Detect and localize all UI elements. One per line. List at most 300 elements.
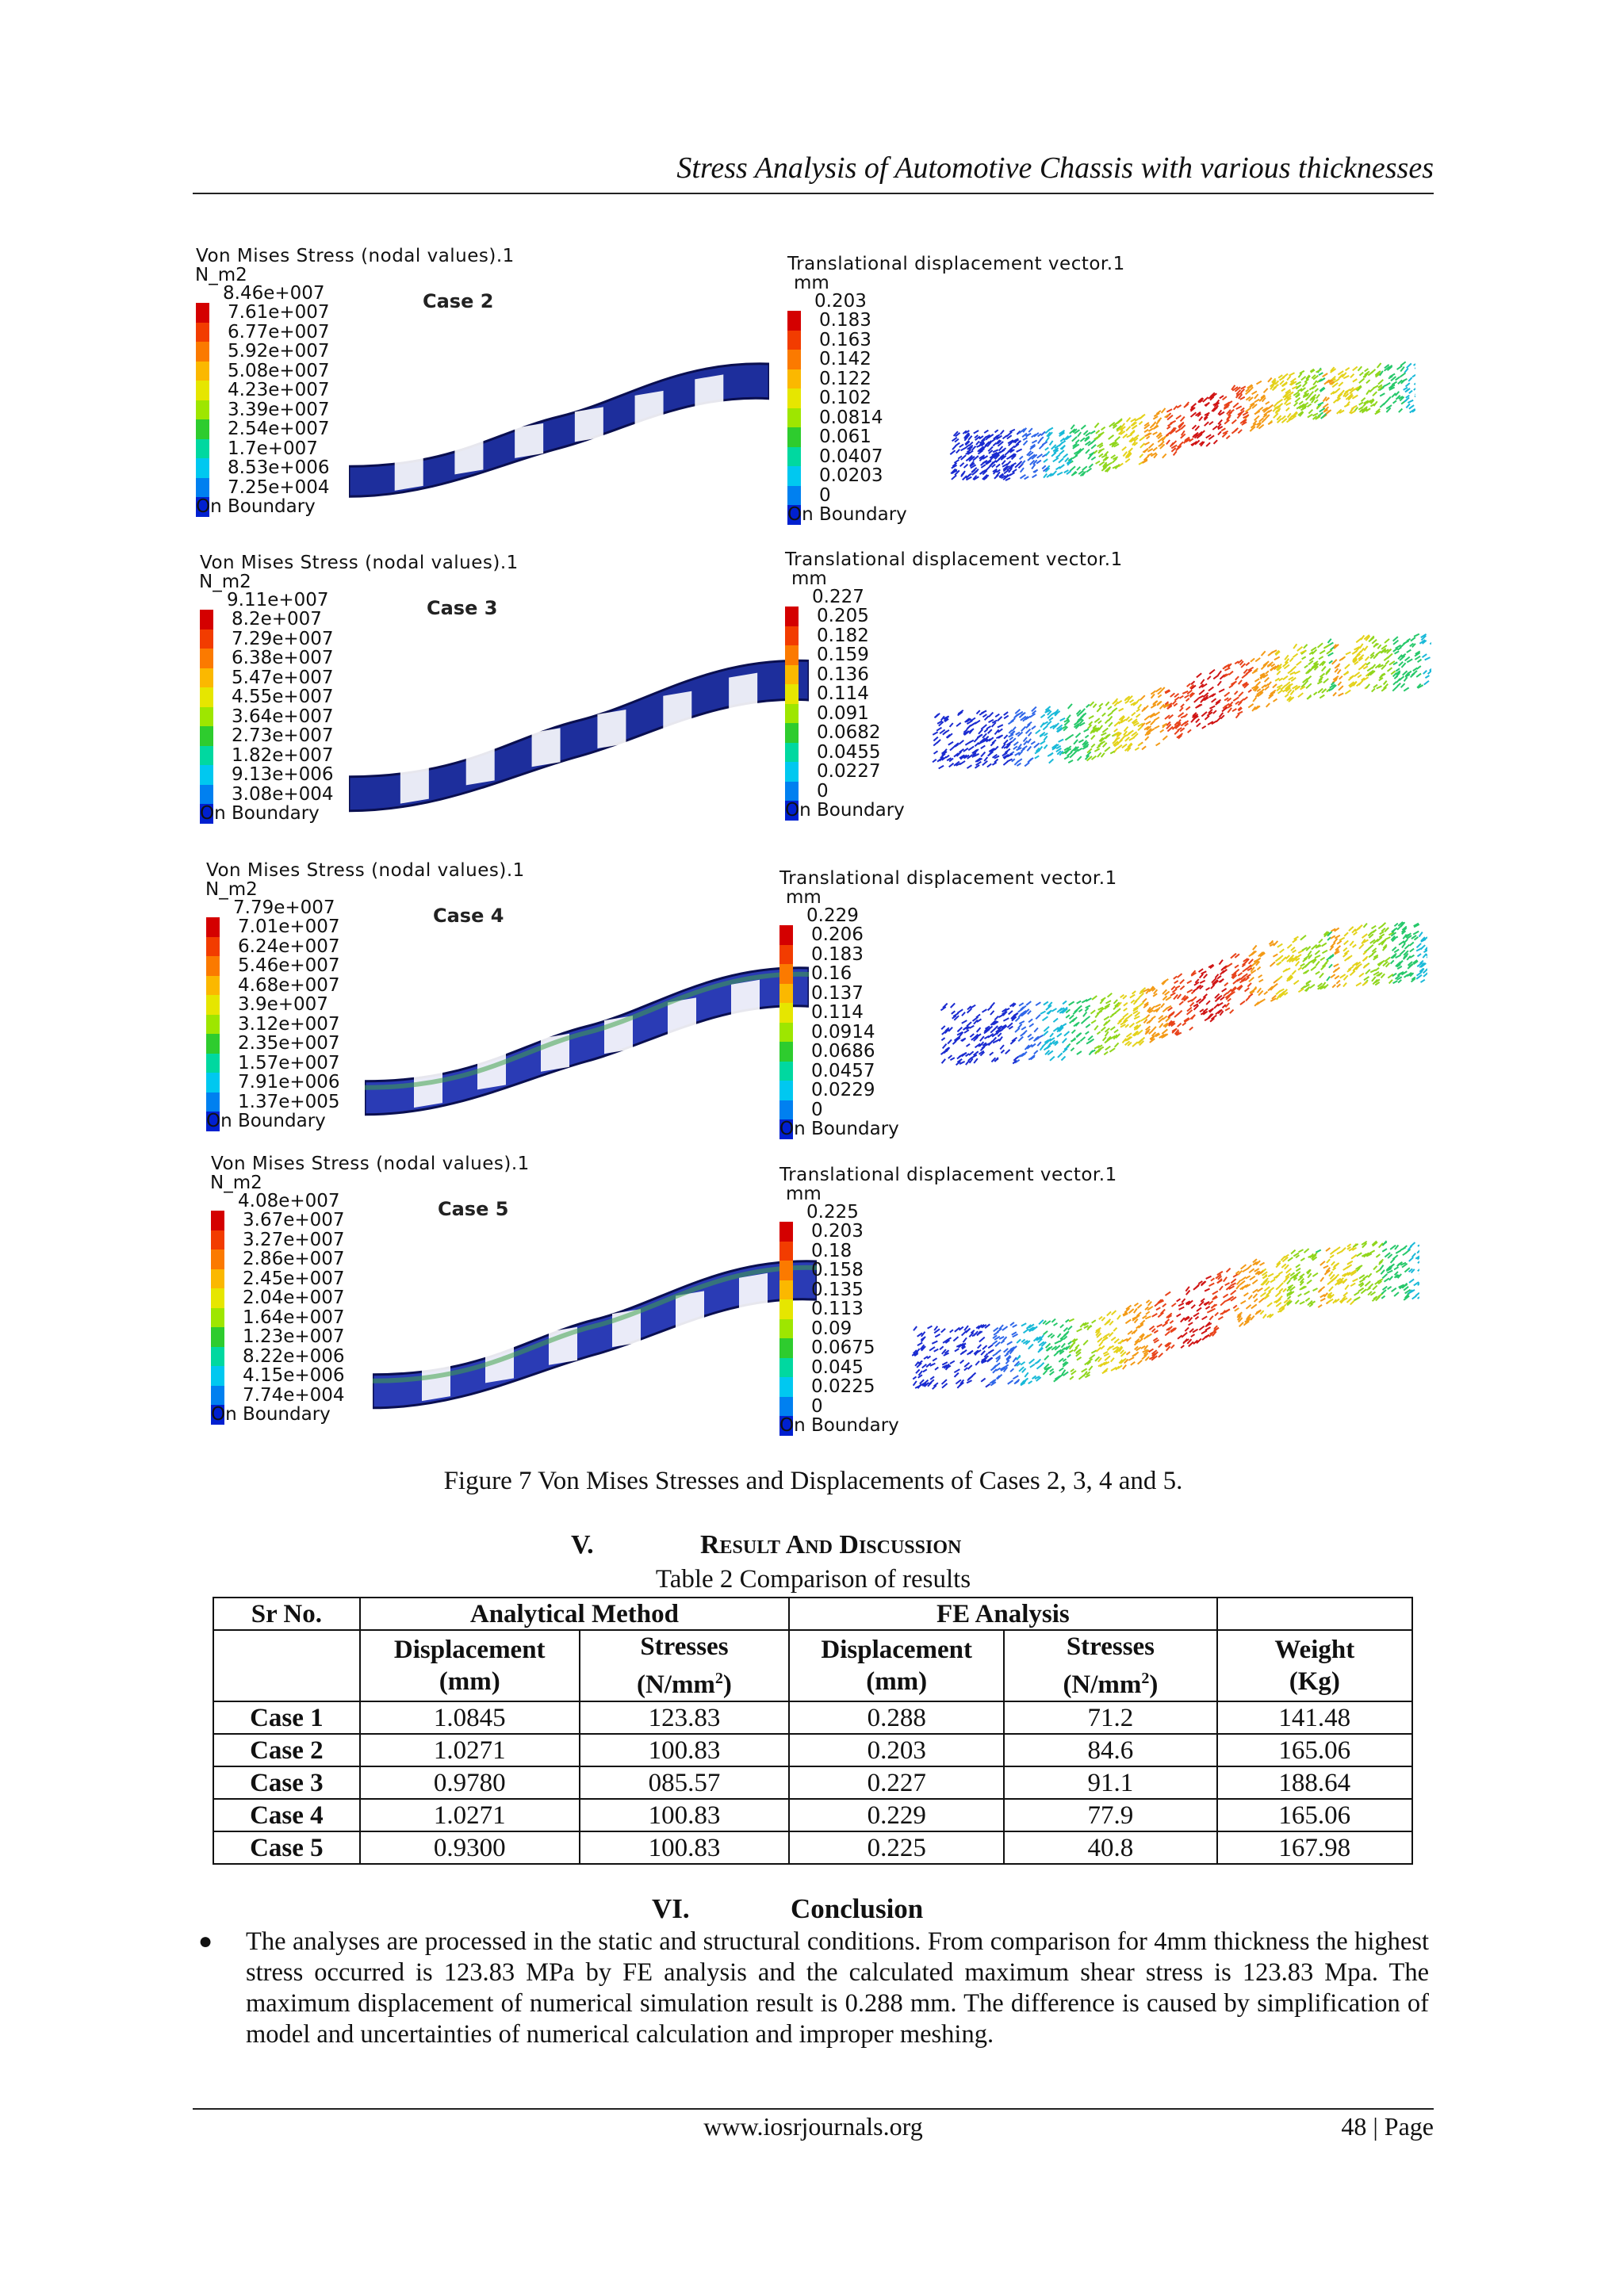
- displacement-vector: [1149, 1326, 1154, 1330]
- displacement-vector: [1409, 1279, 1414, 1282]
- displacement-vector: [1239, 692, 1243, 696]
- color-swatch: [211, 1347, 224, 1367]
- header-unit: $(N/mm^2)$: [1063, 1670, 1159, 1699]
- displacement-vector: [989, 713, 993, 718]
- displacement-vector: [1193, 425, 1197, 429]
- displacement-vector: [1138, 704, 1141, 709]
- legend-value: 4.68e+007: [238, 974, 340, 996]
- color-scale-bar: [200, 610, 213, 824]
- displacement-vector: [1218, 681, 1222, 685]
- displacement-vector: [1335, 668, 1338, 672]
- displacement-vector: [1124, 1008, 1128, 1011]
- displacement-vector: [1058, 1053, 1063, 1058]
- displacement-vector: [1004, 712, 1008, 715]
- displacement-vector: [1123, 1365, 1126, 1369]
- displacement-vector: [1186, 698, 1189, 702]
- displacement-vector: [1222, 989, 1227, 992]
- displacement-vector: [1224, 1277, 1227, 1282]
- displacement-vector: [1331, 1261, 1335, 1265]
- color-swatch: [787, 311, 801, 331]
- displacement-vector: [1274, 699, 1277, 702]
- displacement-vector: [1409, 1257, 1413, 1261]
- displacement-vector: [1126, 1352, 1130, 1355]
- displacement-vector: [1346, 368, 1350, 371]
- displacement-vector: [1279, 678, 1283, 680]
- displacement-vector: [953, 1337, 958, 1341]
- displacement-vector: [1206, 988, 1210, 990]
- displacement-vector: [1328, 639, 1331, 643]
- displacement-vector: [1123, 1013, 1128, 1017]
- stress-panel-title: Von Mises Stress (nodal values).1: [206, 860, 525, 881]
- displacement-vector: [1366, 662, 1370, 665]
- displacement-vector: [940, 1346, 944, 1349]
- displacement-vector: [1174, 1014, 1178, 1017]
- displacement-vector: [1148, 1302, 1151, 1306]
- displacement-vector: [1353, 1279, 1358, 1281]
- color-scale-bar: [196, 303, 209, 517]
- displacement-vector: [1182, 1023, 1185, 1025]
- displacement-vector: [1268, 378, 1272, 382]
- displacement-vector: [999, 1037, 1002, 1042]
- displacement-vector: [1323, 679, 1328, 683]
- displacement-vector: [990, 1052, 994, 1055]
- displacement-vector: [1090, 1355, 1095, 1359]
- displacement-vector: [981, 1379, 985, 1382]
- displacement-vector: [1191, 1305, 1195, 1308]
- displacement-vector: [1265, 678, 1270, 682]
- displacement-vector: [1306, 683, 1312, 688]
- displacement-vector: [1406, 383, 1410, 386]
- legend-value: 1.37e+005: [238, 1091, 340, 1112]
- displacement-vector: [1273, 955, 1277, 957]
- displacement-vector: [1343, 376, 1349, 378]
- displacement-vector: [1270, 962, 1275, 966]
- displacement-vector: [1256, 381, 1261, 385]
- displacement-vector: [1264, 992, 1267, 995]
- color-swatch: [785, 723, 799, 743]
- displacement-vector: [1231, 430, 1237, 434]
- displacement-vector: [988, 1007, 992, 1011]
- color-swatch: [785, 782, 799, 802]
- displacement-vector: [1377, 363, 1381, 368]
- displacement-vector: [1278, 690, 1283, 693]
- displacement-vector: [957, 1009, 963, 1013]
- displacement-vector: [959, 444, 963, 447]
- displacement-vector: [1248, 690, 1251, 692]
- legend-value: 3.08e+004: [232, 783, 334, 805]
- frame-cutout: [532, 728, 561, 767]
- displacement-vector: [1178, 1011, 1182, 1014]
- displacement-vector: [1221, 428, 1225, 430]
- displacement-vector: [993, 1369, 997, 1373]
- displacement-vector: [1337, 941, 1342, 944]
- displacement-vector: [984, 430, 988, 433]
- displacement-vector: [1281, 416, 1285, 419]
- displacement-vector: [1238, 711, 1243, 714]
- displacement-vector: [981, 752, 985, 757]
- table-cell: 0.203: [789, 1734, 1004, 1766]
- displacement-vector: [1107, 1311, 1111, 1315]
- displacement-vector: [1216, 974, 1219, 978]
- displacement-vector: [1174, 406, 1177, 410]
- displacement-vector: [1230, 1010, 1234, 1014]
- displacement-vector: [1385, 383, 1391, 386]
- legend-value: 4.15e+006: [243, 1365, 345, 1386]
- displacement-vector: [1300, 371, 1304, 373]
- displacement-vector: [1089, 1359, 1093, 1361]
- displacement-vector: [1082, 466, 1087, 470]
- displacement-vector: [1127, 418, 1131, 422]
- displacement-vector: [1381, 645, 1387, 649]
- displacement-vector: [1319, 656, 1323, 659]
- legend-max-value: 8.46e+007: [223, 283, 325, 304]
- displacement-vector: [1354, 408, 1358, 411]
- displacement-vector: [1131, 1000, 1134, 1003]
- displacement-vector: [1021, 475, 1026, 479]
- displacement-vector: [1166, 409, 1172, 412]
- displacement-vector: [1181, 715, 1186, 718]
- displacement-vector: [1305, 1298, 1309, 1301]
- displacement-vector: [1406, 404, 1410, 408]
- section-title: Result And Discussion: [700, 1530, 962, 1559]
- displacement-vector: [1185, 1327, 1189, 1331]
- case-label: Case 4: [433, 905, 504, 927]
- displacement-vector: [1430, 640, 1431, 645]
- displacement-vector: [1092, 1320, 1096, 1323]
- displacement-vector: [1235, 965, 1239, 967]
- displacement-vector: [1293, 644, 1297, 649]
- displacement-vector: [970, 1034, 974, 1037]
- color-swatch: [785, 645, 799, 665]
- displacement-vector: [934, 1349, 939, 1352]
- displacement-vector: [1255, 658, 1260, 662]
- color-swatch: [200, 707, 213, 727]
- legend-value: 3.64e+007: [232, 706, 334, 727]
- displacement-vector: [956, 723, 961, 726]
- displacement-unit-label: mm: [786, 887, 822, 908]
- displacement-vector: [1241, 664, 1245, 668]
- displacement-vector: [1096, 430, 1100, 434]
- displacement-vector: [996, 1039, 1000, 1042]
- color-swatch: [779, 1261, 793, 1280]
- displacement-vector: [1396, 955, 1401, 959]
- displacement-vector: [1060, 718, 1065, 721]
- header-label: Stresses: [1066, 1632, 1155, 1661]
- displacement-vector: [1050, 1057, 1055, 1061]
- displacement-vector: [1090, 430, 1095, 434]
- displacement-vector: [959, 740, 963, 744]
- legend-value: 1.64e+007: [243, 1307, 345, 1328]
- displacement-vector: [1258, 975, 1262, 978]
- displacement-vector: [1132, 713, 1136, 716]
- displacement-vector: [1034, 1027, 1038, 1031]
- displacement-vector: [1191, 681, 1195, 684]
- displacement-vector: [1397, 683, 1400, 687]
- displacement-vector: [1286, 403, 1291, 405]
- displacement-vector: [1309, 1304, 1312, 1307]
- displacement-vector: [1115, 437, 1120, 442]
- displacement-vector: [1117, 745, 1122, 749]
- displacement-vector: [1254, 679, 1259, 682]
- frame-cutout: [731, 980, 760, 1018]
- displacement-vector: [1112, 708, 1116, 712]
- displacement-vector: [1281, 957, 1286, 962]
- displacement-vector: [1320, 1261, 1325, 1265]
- displacement-vector: [1353, 367, 1358, 371]
- displacement-vector: [1254, 415, 1259, 420]
- frame-cutout: [597, 710, 626, 748]
- displacement-vector: [964, 1030, 969, 1033]
- displacement-vector: [1028, 739, 1031, 743]
- displacement-unit-label: mm: [794, 273, 829, 293]
- displacement-vector: [1160, 729, 1164, 732]
- displacement-vector: [1144, 716, 1150, 720]
- displacement-vector: [1223, 396, 1227, 400]
- displacement-vector: [1263, 1314, 1266, 1318]
- legend-value: 1.7e+007: [228, 438, 318, 459]
- displacement-vector: [1114, 1030, 1118, 1033]
- displacement-vector: [1313, 1288, 1318, 1291]
- displacement-vector: [1115, 1008, 1120, 1013]
- displacement-vector: [1277, 976, 1282, 980]
- legend-value: 0.0203: [819, 465, 883, 486]
- legend-value: 0.0227: [817, 761, 881, 782]
- displacement-vector: [1286, 1269, 1292, 1273]
- displacement-vector: [1372, 640, 1377, 644]
- displacement-vector: [1057, 1033, 1062, 1036]
- displacement-vector: [1400, 367, 1404, 372]
- displacement-vector: [1293, 654, 1297, 658]
- displacement-vector: [1314, 692, 1317, 695]
- displacement-vector: [1085, 735, 1088, 737]
- displacement-vector: [1425, 675, 1429, 678]
- displacement-vector: [1220, 1301, 1225, 1306]
- displacement-vector-plot: [912, 1237, 1419, 1407]
- displacement-vector: [1066, 1319, 1069, 1322]
- displacement-vector: [1360, 373, 1364, 376]
- displacement-vector: [979, 729, 982, 734]
- color-scale-bar: [787, 311, 801, 525]
- displacement-vector: [1085, 1375, 1090, 1377]
- displacement-vector: [1120, 995, 1124, 997]
- color-swatch: [206, 995, 220, 1015]
- displacement-vector: [942, 1059, 946, 1063]
- displacement-vector: [1394, 676, 1397, 679]
- displacement-vector: [1051, 1335, 1054, 1338]
- displacement-vector: [1359, 1279, 1365, 1282]
- displacement-vector: [1043, 725, 1048, 729]
- displacement-vector: [1271, 664, 1275, 666]
- displacement-vector: [1180, 707, 1183, 711]
- displacement-vector: [981, 745, 986, 748]
- displacement-vector: [1086, 1031, 1090, 1034]
- displacement-vector: [1339, 938, 1345, 941]
- displacement-vector: [1205, 1307, 1209, 1309]
- displacement-vector: [1036, 1366, 1040, 1368]
- displacement-vector: [1243, 1269, 1248, 1272]
- color-swatch: [787, 447, 801, 467]
- displacement-vector: [1235, 661, 1239, 664]
- displacement-vector: [1170, 993, 1175, 996]
- displacement-vector: [1021, 1362, 1025, 1365]
- running-header: Stress Analysis of Automotive Chassis with various thicknesses: [676, 151, 1434, 185]
- table-cell: 1.0271: [360, 1799, 580, 1831]
- displacement-vector: [1091, 735, 1095, 739]
- displacement-vector: [1145, 737, 1149, 740]
- displacement-vector: [1124, 727, 1128, 732]
- legend-value: 3.39e+007: [228, 399, 330, 420]
- displacement-vector: [1254, 1299, 1258, 1302]
- displacement-vector: [1249, 959, 1253, 964]
- displacement-vector: [1101, 1345, 1105, 1349]
- displacement-vector: [967, 765, 971, 768]
- displacement-vector: [1122, 447, 1126, 451]
- displacement-vector: [1161, 1004, 1164, 1008]
- color-swatch: [787, 369, 801, 389]
- displacement-vector: [1381, 1270, 1385, 1274]
- legend-value: 2.04e+007: [243, 1288, 345, 1308]
- legend-value: 2.35e+007: [238, 1033, 340, 1054]
- displacement-vector: [1335, 976, 1339, 979]
- displacement-vector: [1028, 1011, 1031, 1014]
- displacement-vector: [1201, 1330, 1207, 1334]
- displacement-vector: [1288, 413, 1291, 417]
- color-swatch: [211, 1269, 224, 1289]
- displacement-vector: [1377, 686, 1382, 688]
- on-boundary-label: On Boundary: [787, 504, 907, 525]
- displacement-vector: [1315, 951, 1320, 955]
- legend-max-value: 4.08e+007: [238, 1191, 340, 1211]
- displacement-vector: [1136, 709, 1139, 711]
- displacement-vector: [1044, 1001, 1048, 1004]
- displacement-vector: [1044, 1331, 1048, 1335]
- displacement-vector: [1327, 1280, 1333, 1284]
- displacement-vector: [1070, 1015, 1074, 1019]
- displacement-vector: [975, 1361, 979, 1365]
- displacement-vector: [1235, 691, 1238, 695]
- displacement-vector: [1409, 391, 1412, 394]
- displacement-vector: [1195, 1317, 1198, 1319]
- color-swatch: [785, 665, 799, 685]
- displacement-vector: [1327, 937, 1331, 940]
- displacement-vector: [954, 1369, 959, 1372]
- displacement-vector: [1064, 756, 1069, 760]
- displacement-vector: [1281, 1264, 1285, 1268]
- legend-value: 0.16: [811, 963, 852, 984]
- displacement-vector: [1373, 685, 1377, 688]
- displacement-vector: [1049, 718, 1053, 721]
- displacement-vector: [1365, 369, 1369, 371]
- displacement-vector: [1097, 707, 1101, 712]
- displacement-vector: [1385, 958, 1390, 962]
- displacement-vector: [1323, 1265, 1328, 1268]
- displacement-panel-title: Translational displacement vector.1: [779, 1165, 1117, 1185]
- displacement-vector: [1126, 1033, 1132, 1037]
- displacement-vector: [1059, 465, 1064, 469]
- displacement-vector: [1397, 648, 1401, 650]
- displacement-vector: [1059, 1368, 1064, 1371]
- displacement-vector: [1380, 932, 1384, 934]
- displacement-vector: [1417, 1249, 1419, 1253]
- displacement-vector: [1070, 466, 1075, 471]
- displacement-vector: [1091, 1010, 1096, 1013]
- displacement-vector: [1412, 1296, 1416, 1299]
- displacement-vector-plot: [932, 630, 1431, 785]
- displacement-vector: [1373, 929, 1376, 932]
- displacement-vector: [1253, 1289, 1258, 1292]
- displacement-vector: [1279, 1288, 1283, 1292]
- color-swatch: [196, 400, 209, 420]
- legend-value: 0.158: [811, 1260, 864, 1280]
- table-cell: 165.06: [1217, 1799, 1412, 1831]
- displacement-vector: [1084, 729, 1089, 732]
- displacement-vector: [1077, 1001, 1081, 1004]
- header-unit: (mm): [866, 1667, 928, 1696]
- displacement-vector: [1373, 1285, 1377, 1289]
- displacement-vector: [1199, 1326, 1204, 1330]
- legend-max-value: 7.79e+007: [233, 897, 335, 918]
- displacement-vector: [1292, 970, 1296, 974]
- displacement-vector: [1159, 1353, 1162, 1357]
- displacement-vector: [939, 766, 944, 769]
- displacement-vector: [1139, 1002, 1144, 1006]
- displacement-vector: [1308, 404, 1312, 407]
- legend-value: 0.113: [811, 1299, 864, 1319]
- legend-value: 0.205: [817, 606, 869, 626]
- displacement-vector: [1106, 1001, 1111, 1004]
- displacement-vector: [1034, 1050, 1038, 1054]
- displacement-vector: [1404, 677, 1408, 681]
- displacement-vector: [1130, 995, 1135, 998]
- displacement-vector: [1358, 675, 1362, 677]
- displacement-vector: [1294, 981, 1299, 985]
- displacement-vector: [1188, 729, 1191, 733]
- color-swatch: [206, 1093, 220, 1112]
- displacement-vector: [1110, 752, 1114, 754]
- color-swatch: [787, 350, 801, 369]
- displacement-vector: [1026, 434, 1029, 437]
- displacement-vector: [1180, 986, 1184, 990]
- displacement-vector: [1304, 665, 1308, 668]
- displacement-vector: [941, 1026, 945, 1029]
- displacement-vector: [1206, 1001, 1210, 1004]
- displacement-vector: [995, 430, 998, 432]
- displacement-vector: [1181, 1318, 1185, 1322]
- displacement-vector: [993, 450, 998, 452]
- displacement-vector: [991, 439, 995, 442]
- displacement-vector: [1334, 964, 1339, 966]
- legend-value: 0: [811, 1099, 823, 1120]
- displacement-vector: [1155, 1004, 1161, 1007]
- displacement-vector: [1388, 376, 1392, 378]
- displacement-vector: [1197, 985, 1200, 988]
- legend-value: 0.206: [811, 924, 864, 945]
- color-swatch: [779, 1377, 793, 1397]
- displacement-vector: [1061, 1056, 1065, 1060]
- displacement-vector: [1414, 387, 1415, 390]
- displacement-vector: [1073, 455, 1078, 458]
- displacement-vector: [962, 1331, 967, 1336]
- displacement-vector: [1178, 974, 1182, 978]
- displacement-vector: [1320, 1277, 1323, 1281]
- header-cell-weight: [1217, 1630, 1412, 1701]
- displacement-vector: [1418, 1268, 1419, 1271]
- table-cell: 40.8: [1004, 1831, 1216, 1864]
- displacement-vector: [1257, 967, 1260, 970]
- displacement-vector: [995, 746, 998, 749]
- displacement-vector: [948, 1055, 952, 1058]
- displacement-vector: [994, 1016, 998, 1020]
